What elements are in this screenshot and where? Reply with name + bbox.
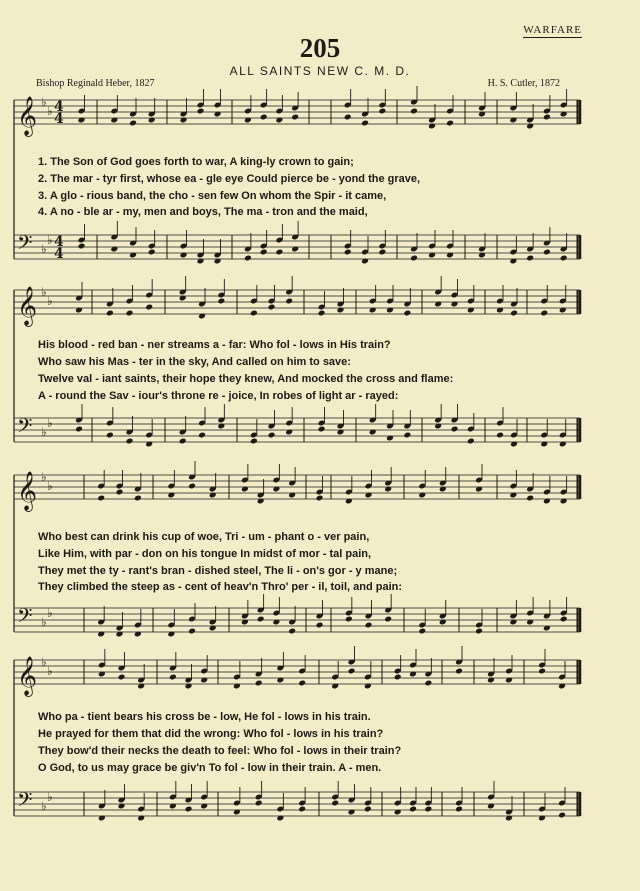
time-signature: 4	[54, 246, 64, 262]
flat-icon: ♭	[47, 479, 53, 493]
notehead	[250, 310, 258, 317]
notehead	[134, 495, 142, 502]
notehead	[365, 622, 373, 629]
notehead	[268, 304, 276, 311]
notehead	[418, 628, 426, 635]
notehead	[291, 114, 299, 121]
notehead	[361, 120, 369, 127]
lyric-line: A - round the Sav - iour's throne re - joice, In robes of light ar - rayed:	[38, 390, 399, 402]
lyric-line: They climbed the steep as - cent of heav'n Thro' per - il, toil, and pain:	[38, 581, 403, 593]
notehead	[410, 108, 418, 115]
notehead	[384, 616, 392, 623]
notehead	[344, 114, 352, 121]
time-signature: 4	[54, 234, 64, 250]
flat-icon: ♭	[47, 416, 53, 430]
lyric-line: 3. A glo - rious band, the cho - sen few On whom the Spir - it came,	[38, 190, 387, 202]
lyric-line: Who saw his Mas - ter in the sky, And called on him to save:	[38, 356, 351, 368]
notehead	[364, 806, 372, 813]
notehead	[145, 304, 153, 311]
notehead	[409, 806, 417, 813]
bass-clef-icon: 𝄢	[17, 414, 33, 442]
notehead	[260, 114, 268, 121]
composer-credit: H. S. Cutler, 1872	[487, 78, 560, 89]
notehead	[560, 255, 568, 262]
notehead	[198, 432, 206, 439]
lyric-line: They met the ty - rant's bran - dished steel, The li - on's gor - y mane;	[38, 565, 398, 577]
notehead	[298, 806, 306, 813]
lyric-line: Like Him, with par - don on his tongue In midst of mor - tal pain,	[38, 548, 372, 560]
flat-icon: ♭	[47, 233, 53, 247]
notehead	[510, 310, 518, 317]
notehead	[316, 622, 324, 629]
flat-icon: ♭	[47, 790, 53, 804]
notehead	[188, 628, 196, 635]
notehead	[106, 310, 114, 317]
flat-icon: ♭	[41, 285, 47, 299]
notehead	[97, 495, 105, 502]
lyric-line: They bow'd their necks the death to feel: Who fol - lows in their train?	[38, 745, 402, 757]
notehead	[424, 806, 432, 813]
notehead	[467, 438, 475, 445]
flat-icon: ♭	[41, 655, 47, 669]
flat-icon: ♭	[41, 615, 47, 629]
notehead	[526, 255, 534, 262]
treble-clef-icon: 𝄞	[17, 286, 38, 326]
bass-clef-icon: 𝄢	[17, 788, 33, 816]
time-signature: 4	[54, 99, 64, 115]
notehead	[275, 249, 283, 256]
notehead	[148, 249, 156, 256]
notehead	[378, 249, 386, 256]
notehead	[540, 310, 548, 317]
time-signature: 4	[54, 111, 64, 127]
flat-icon: ♭	[47, 606, 53, 620]
notehead	[344, 249, 352, 256]
hymn-number: 205	[299, 33, 341, 63]
lyric-line: He prayed for them that did the wrong: Who fol - lows in his train?	[38, 728, 384, 740]
notehead	[118, 674, 126, 681]
notehead	[185, 806, 193, 813]
lyric-line: 2. The mar - tyr first, whose ea - gle eye Could pierce be - yond the grave,	[38, 173, 421, 185]
notehead	[244, 255, 252, 262]
notehead	[345, 616, 353, 623]
notehead	[126, 438, 134, 445]
author-credit: Bishop Reginald Heber, 1827	[36, 78, 155, 89]
notehead	[538, 668, 546, 675]
lyric-line: Twelve val - iant saints, their hope they knew, And mocked the cross and flame:	[38, 373, 454, 385]
notehead	[403, 310, 411, 317]
notehead	[316, 495, 324, 502]
lyric-line: His blood - red ban - ner streams a - far: Who fol - lows in His train?	[38, 339, 391, 351]
flat-icon: ♭	[41, 242, 47, 256]
notehead	[543, 114, 551, 121]
lyric-line: Who pa - tient bears his cross be - low, He fol - lows in his train.	[38, 711, 371, 723]
notehead	[129, 120, 137, 127]
notehead	[410, 255, 418, 262]
notehead	[106, 432, 114, 439]
flat-icon: ♭	[47, 664, 53, 678]
notehead	[250, 438, 258, 445]
notehead	[285, 298, 293, 305]
notehead	[526, 495, 534, 502]
tune-name: ALL SAINTS NEW C. M. D.	[229, 64, 411, 78]
flat-icon: ♭	[41, 95, 47, 109]
flat-icon: ♭	[41, 470, 47, 484]
notehead	[169, 674, 177, 681]
notehead	[496, 432, 504, 439]
notehead	[217, 298, 225, 305]
bass-clef-icon: 𝄢	[17, 604, 33, 632]
notehead	[543, 249, 551, 256]
notehead	[451, 426, 459, 433]
notehead	[318, 310, 326, 317]
notehead	[446, 120, 454, 127]
treble-clef-icon: 𝄞	[17, 96, 38, 136]
flat-icon: ♭	[41, 425, 47, 439]
flat-icon: ♭	[47, 104, 53, 118]
notehead	[179, 438, 187, 445]
lyric-line: 4. A no - ble ar - my, men and boys, The ma - tron and the maid,	[38, 206, 368, 218]
notehead	[424, 680, 432, 687]
notehead	[197, 108, 205, 115]
notehead	[455, 668, 463, 675]
section-label: WARFARE	[523, 24, 582, 36]
notehead	[403, 432, 411, 439]
treble-clef-icon: 𝄞	[17, 656, 38, 696]
notehead	[378, 108, 386, 115]
notehead	[75, 426, 83, 433]
notehead	[475, 628, 483, 635]
treble-clef-icon: 𝄞	[17, 471, 38, 511]
notehead	[78, 243, 86, 250]
notehead	[288, 628, 296, 635]
flat-icon: ♭	[41, 799, 47, 813]
notehead	[560, 616, 568, 623]
notehead	[348, 668, 356, 675]
notehead	[394, 674, 402, 681]
notehead	[268, 432, 276, 439]
lyric-line: 1. The Son of God goes forth to war, A king-ly crown to gain;	[38, 156, 354, 168]
notehead	[188, 483, 196, 490]
notehead	[558, 812, 566, 819]
notehead	[255, 800, 263, 807]
bass-clef-icon: 𝄢	[17, 231, 33, 259]
lyric-line: Who best can drink his cup of woe, Tri - um - phant o - ver pain,	[38, 531, 370, 543]
notehead	[455, 806, 463, 813]
notehead	[255, 680, 263, 687]
notehead	[298, 680, 306, 687]
notehead	[126, 310, 134, 317]
notehead	[318, 426, 326, 433]
notehead	[257, 616, 265, 623]
notehead	[331, 800, 339, 807]
lyric-line: O God, to us may grace be giv'n To fol - low in their train. A - men.	[38, 762, 382, 774]
notehead	[260, 249, 268, 256]
flat-icon: ♭	[47, 294, 53, 308]
notehead	[116, 489, 124, 496]
